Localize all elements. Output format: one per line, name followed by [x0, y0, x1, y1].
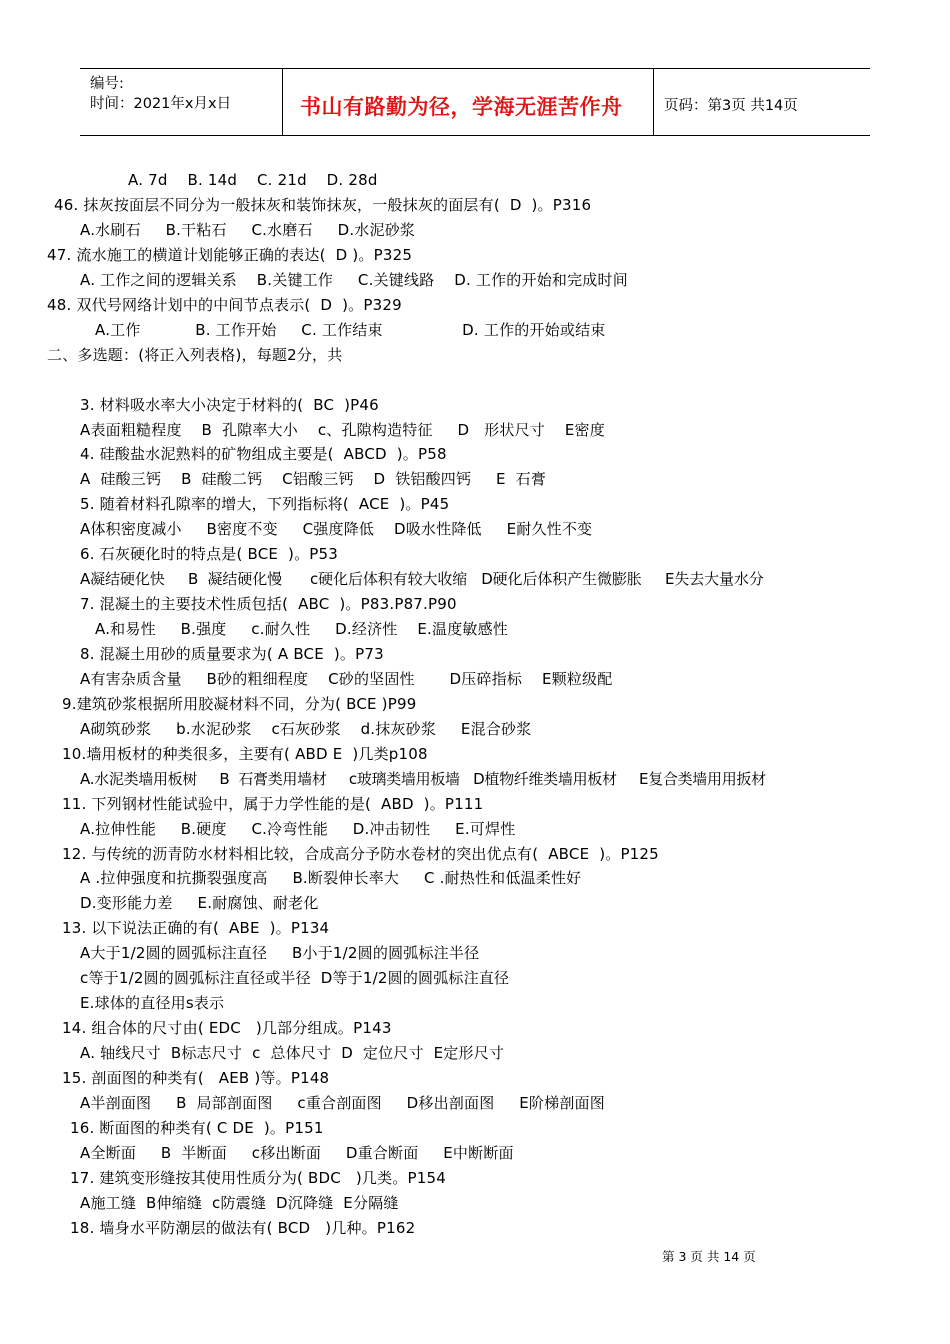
- question-line: 18. 墙身水平防潮层的做法有( BCD )几种。P162: [70, 1219, 416, 1237]
- option-line: A. 工作之间的逻辑关系 B.关键工作 C.关键线路 D. 工作的开始和完成时间: [80, 271, 628, 289]
- option-line: A施工缝 B伸缩缝 c防震缝 D沉降缝 E分隔缝: [80, 1194, 399, 1212]
- header-bottom-rule: [80, 135, 870, 136]
- option-line: c等于1/2圆的圆弧标注直径或半径 D等于1/2圆的圆弧标注直径: [80, 969, 510, 987]
- header-divider-left: [282, 68, 283, 136]
- question-line: 6. 石灰硬化时的特点是( BCE )。P53: [80, 545, 338, 563]
- question-line: 4. 硅酸盐水泥熟料的矿物组成主要是( ABCD )。P58: [80, 445, 447, 463]
- option-line: D.变形能力差 E.耐腐蚀、耐老化: [80, 894, 319, 912]
- option-line: A. 7d B. 14d C. 21d D. 28d: [128, 171, 378, 189]
- option-line: A有害杂质含量 B砂的粗细程度 C砂的坚固性 D压碎指标 E颗粒级配: [80, 670, 613, 688]
- question-line: 17. 建筑变形缝按其使用性质分为( BDC )几类。P154: [70, 1169, 446, 1187]
- option-line: A 硅酸三钙 B 硅酸二钙 C铝酸三钙 D 铁铝酸四钙 E 石膏: [80, 470, 547, 488]
- question-line: 13. 以下说法正确的有( ABE )。P134: [62, 919, 330, 937]
- question-line: 48. 双代号网络计划中的中间节点表示( D )。P329: [47, 296, 402, 314]
- question-line: 7. 混凝土的主要技术性质包括( ABC )。P83.P87.P90: [80, 595, 457, 613]
- option-line: E.球体的直径用s表示: [80, 994, 225, 1012]
- option-line: A.和易性 B.强度 c.耐久性 D.经济性 E.温度敏感性: [95, 620, 508, 638]
- option-line: A表面粗糙程度 B 孔隙率大小 c、孔隙构造特征 D 形状尺寸 E密度: [80, 421, 605, 439]
- question-line: 12. 与传统的沥青防水材料相比较，合成高分予防水卷材的突出优点有( ABCE )。P125: [62, 845, 659, 863]
- question-line: 8. 混凝土用砂的质量要求为( A BCE )。P73: [80, 645, 384, 663]
- question-line: 5. 随着材料孔隙率的增大，下列指标将( ACE )。P45: [80, 495, 450, 513]
- question-line: 3. 材料吸水率大小决定于材料的( BC )P46: [80, 396, 379, 414]
- question-line: 46. 抹灰按面层不同分为一般抹灰和装饰抹灰，一般抹灰的面层有( D )。P316: [54, 196, 592, 214]
- question-line: 11. 下列钢材性能试验中，属于力学性能的是( ABD )。P111: [62, 795, 484, 813]
- question-line: 9.建筑砂浆根据所用胶凝材料不同，分为( BCE )P99: [62, 695, 417, 713]
- option-line: A.工作 B. 工作开始 C. 工作结束 D. 工作的开始或结束: [95, 321, 606, 339]
- option-line: A. 轴线尺寸 B标志尺寸 c 总体尺寸 D 定位尺寸 E定形尺寸: [80, 1044, 505, 1062]
- option-line: A砌筑砂浆 b.水泥砂浆 c石灰砂浆 d.抹灰砂浆 E混合砂浆: [80, 720, 532, 738]
- question-line: 47. 流水施工的横道计划能够正确的表达( D )。P325: [47, 246, 413, 264]
- question-line: 14. 组合体的尺寸由( EDC )几部分组成。P143: [62, 1019, 392, 1037]
- page-footer: 第 3 页 共 14 页: [662, 1249, 756, 1264]
- header-divider-right: [653, 68, 654, 136]
- option-line: A.水刷石 B.干粘石 C.水磨石 D.水泥砂浆: [80, 221, 416, 239]
- question-line: 10.墙用板材的种类很多，主要有( ABD E )几类p108: [62, 745, 428, 763]
- option-line: A.拉伸性能 B.硬度 C.冷弯性能 D.冲击韧性 E.可焊性: [80, 820, 516, 838]
- header-top-rule: [80, 68, 870, 69]
- option-line: A体积密度减小 B密度不变 C强度降低 D吸水性降低 E耐久性不变: [80, 520, 593, 538]
- question-line: 16. 断面图的种类有( C DE )。P151: [70, 1119, 324, 1137]
- option-line: A半剖面图 B 局部剖面图 c重合剖面图 D移出剖面图 E阶梯剖面图: [80, 1094, 605, 1112]
- section-heading: 二、多选题：(将正入列表格)，每题2分，共: [47, 346, 343, 364]
- header-page-info: 页码：第3页 共14页: [664, 98, 798, 114]
- header-date: 时间：2021年x月x日: [90, 96, 232, 112]
- option-line: A.水泥类墙用板树 B 石膏类用墙材 c玻璃类墙用板墙 D植物纤维类墙用板材 E复合类墙用用扳材: [80, 770, 766, 788]
- option-line: A全断面 B 半断面 c移出断面 D重合断面 E中断断面: [80, 1144, 514, 1162]
- header-motto: 书山有路勤为径，学海无涯苦作舟: [300, 95, 623, 119]
- option-line: A大于1/2圆的圆弧标注直径 B小于1/2圆的圆弧标注半径: [80, 944, 480, 962]
- option-line: A凝结硬化快 B 凝结硬化慢 c硬化后体积有较大收缩 D硬化后体积产生微膨胀 E失去大量水分: [80, 570, 764, 588]
- question-line: 15. 剖面图的种类有( AEB )等。P148: [62, 1069, 330, 1087]
- header-serial-label: 编号:: [90, 76, 124, 92]
- option-line: A .拉伸强度和抗撕裂强度高 B.断裂伸长率大 C .耐热性和低温柔性好: [80, 869, 582, 887]
